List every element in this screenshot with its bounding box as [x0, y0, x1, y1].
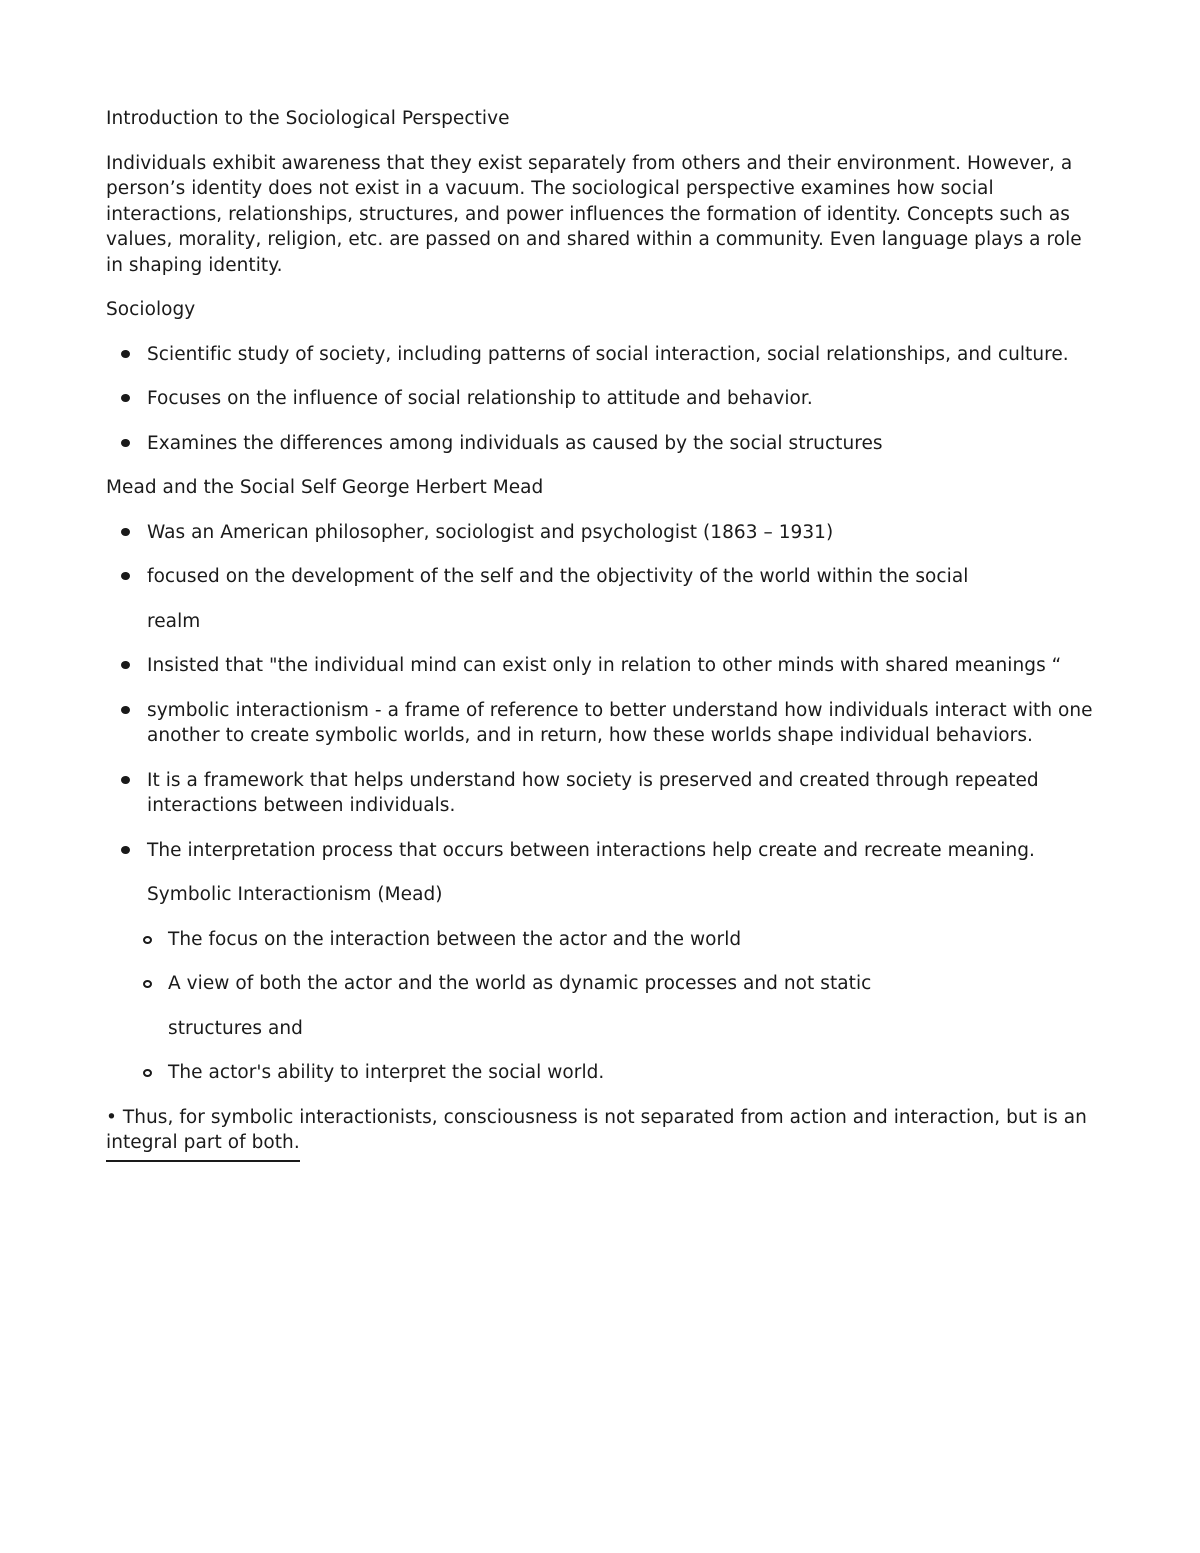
bullet-icon	[121, 776, 130, 784]
list-item	[106, 653, 1101, 679]
bullet-icon	[121, 439, 130, 447]
conclusion-paragraph: • Thus, for symbolic interactionists, consciousness is not separated from action and interaction, but is an integral part of both.	[106, 1106, 1087, 1153]
document-page	[106, 106, 1101, 1162]
symbolic-heading: Symbolic Interactionism (Mead)	[147, 884, 443, 905]
hollow-bullet-icon	[143, 980, 152, 988]
sub-list-item	[106, 927, 1101, 953]
list-item	[106, 431, 1101, 457]
bullet-icon	[121, 394, 130, 402]
list-item	[106, 520, 1101, 546]
mead-list	[106, 520, 1101, 590]
bullet-icon	[121, 350, 130, 358]
document-title: Introduction to the Sociological Perspective	[106, 108, 510, 129]
symbolic-sub-list	[106, 927, 1101, 997]
list-item-text: focused on the development of the self and the objectivity of the world within the social	[147, 566, 969, 587]
list-item	[106, 768, 1101, 819]
footnote-divider	[106, 1160, 300, 1162]
hollow-bullet-icon	[143, 936, 152, 944]
list-item	[106, 698, 1101, 749]
list-item-text: Examines the differences among individuals as caused by the social structures	[147, 432, 883, 454]
list-item-text: Scientific study of society, including patterns of social interaction, social relationships, and culture.	[147, 343, 1069, 365]
sociology-heading: Sociology	[106, 299, 196, 320]
sociology-list	[106, 342, 1101, 457]
sub-list-item-text: The focus on the interaction between the actor and the world	[168, 928, 742, 950]
list-item-text: symbolic interactionism - a frame of reference to better understand how individuals interact with one another to create symbolic worlds, and in return, how these worlds shape individual behaviors.	[147, 699, 1093, 746]
mead-heading: Mead and the Social Self George Herbert Mead	[106, 477, 544, 498]
list-item-continuation: realm	[147, 610, 201, 632]
sub-list-item	[106, 971, 1101, 997]
symbolic-sub-list-continued	[106, 1060, 1101, 1086]
sub-list-item-continuation: structures and	[168, 1017, 303, 1039]
bullet-icon	[121, 572, 130, 580]
bullet-icon	[121, 846, 130, 854]
list-item-text: Was an American philosopher, sociologist and psychologist (1863 – 1931)	[147, 521, 834, 543]
hollow-bullet-icon	[143, 1069, 152, 1077]
bullet-icon	[121, 661, 130, 669]
bullet-icon	[121, 706, 130, 714]
mead-list-continued	[106, 653, 1101, 863]
bullet-icon	[121, 528, 130, 536]
list-item-text: Focuses on the influence of social relationship to attitude and behavior.	[147, 388, 813, 409]
sub-list-item-text: The actor's ability to interpret the social world.	[168, 1062, 605, 1083]
list-item	[106, 386, 1101, 412]
list-item	[106, 564, 1101, 590]
list-item-text: Insisted that "the individual mind can exist only in relation to other minds with shared meanings “	[147, 655, 1062, 676]
list-item	[106, 838, 1101, 864]
list-item	[106, 342, 1101, 368]
list-item-text: The interpretation process that occurs between interactions help create and recreate meaning.	[147, 839, 1035, 861]
sub-list-item-text: A view of both the actor and the world as dynamic processes and not static	[168, 973, 872, 994]
intro-paragraph: Individuals exhibit awareness that they exist separately from others and their environment. However, a person’s identity does not exist in a vacuum. The sociological perspective examines how social interactions, relationships, structures, and power influences the formation of identity. Concepts such as values, morality, religion, etc. are passed on and shared within a community. Even language plays a role in shaping identity.	[106, 152, 1082, 276]
sub-list-item	[106, 1060, 1101, 1086]
list-item-text: It is a framework that helps understand how society is preserved and created through repeated interactions between individuals.	[147, 769, 1039, 816]
